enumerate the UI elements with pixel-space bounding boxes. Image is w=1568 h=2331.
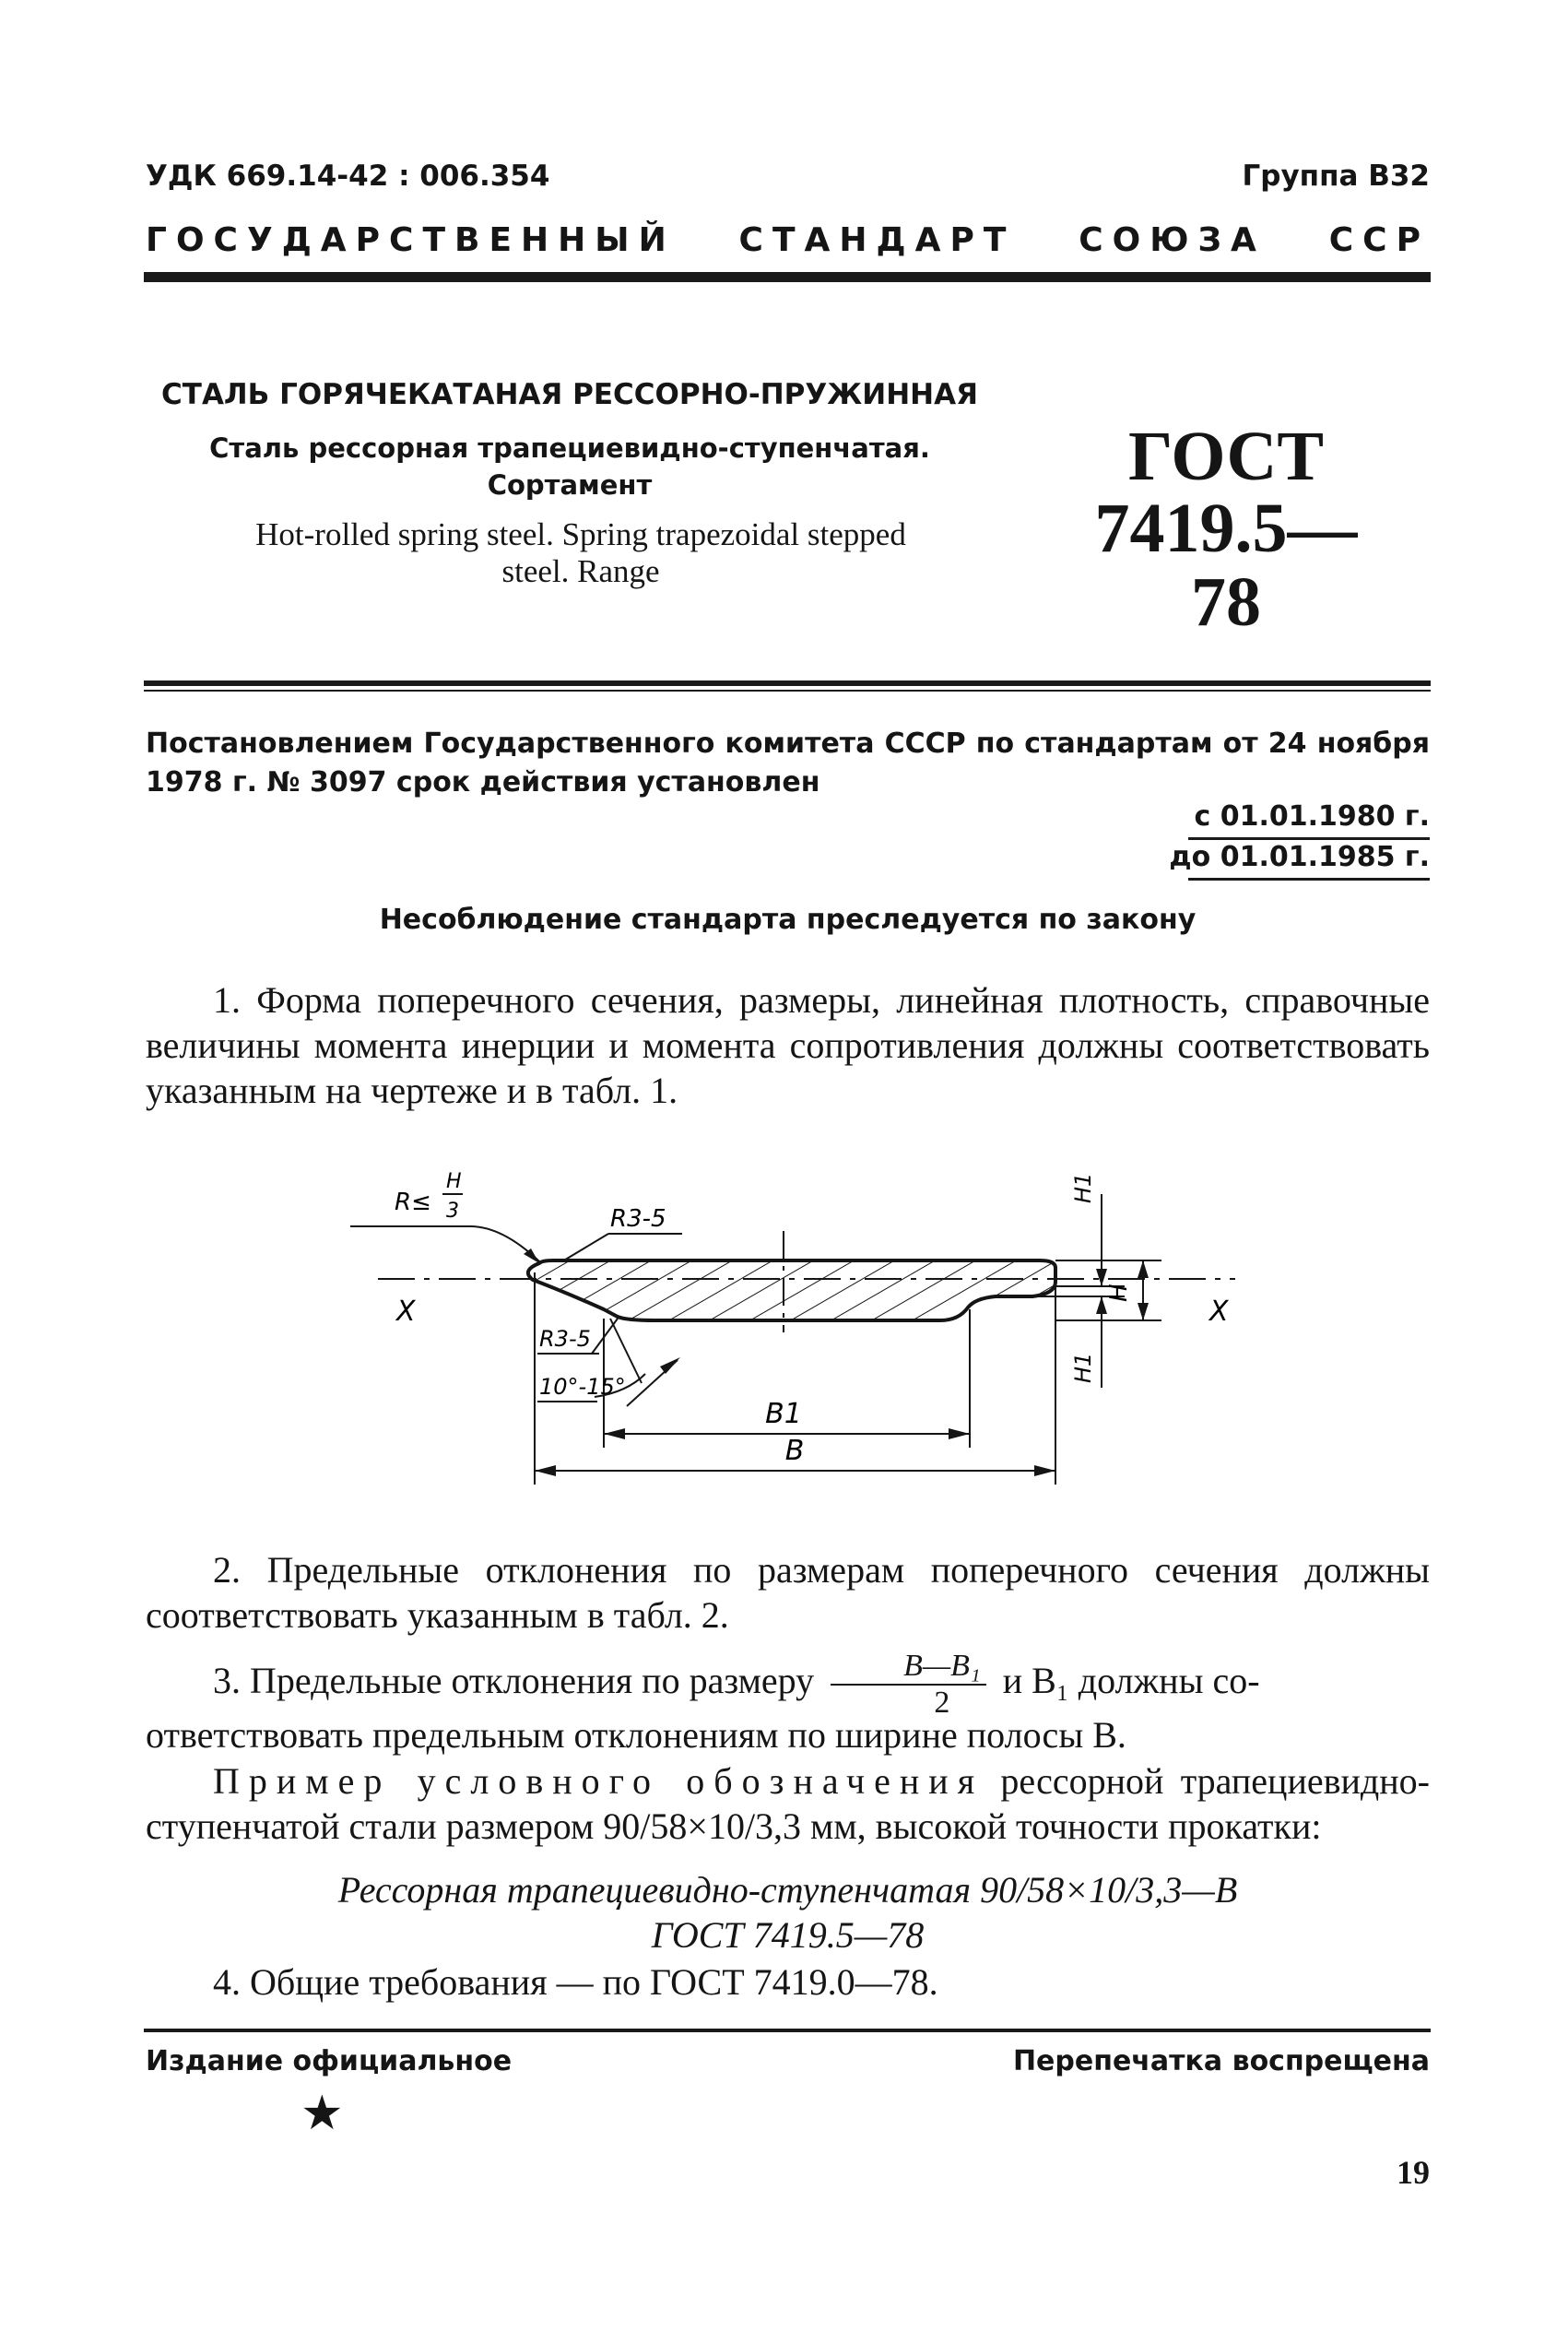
example-designation-line-2: ГОСТ 7419.5—78 [651,1914,925,1956]
label-r-frac-den: 3 [446,1200,459,1223]
udk-code: УДК 669.14-42 : 006.354 [146,160,550,193]
label-h1-bottom: H1 [1070,1352,1096,1383]
legal-warning: Несоблюдение стандарта преследуется по закону [379,904,1197,936]
header-divider [144,272,1431,282]
official-edition-note: Издание официальное [146,2045,513,2077]
label-x-right: X [1209,1296,1229,1328]
b-arrow-left [535,1465,556,1476]
paragraph-4: 4. Общие требования — по ГОСТ 7419.0—78. [213,1961,938,2003]
example-designation-line-1: Рессорная трапециевидно-ступенчатая 90/58×10/3,3—В [337,1869,1238,1911]
label-h: H [1105,1284,1133,1302]
label-b1: B1 [765,1398,802,1430]
banner-word-4: ССР [1328,221,1430,259]
title-divider-thin [144,690,1431,692]
paragraph-3-mid: и B₁ должны со- [1002,1660,1260,1702]
label-r-top: R3-5 [610,1205,666,1233]
example-designation [146,1867,1430,1958]
subtitle-ru-line-2: Сортамент [487,469,653,501]
fraction-denominator: 2 [934,1686,950,1720]
label-h1-top: H1 [1070,1172,1096,1203]
paragraph-3-end: ответствовать предельным отклонениям по ширине полосы В. [146,1714,1126,1756]
h-arrow-bottom [1138,1303,1149,1320]
leader-r-max [350,1226,539,1261]
paragraph-3 [146,1649,1430,1721]
b1-arrow-left [604,1428,625,1439]
example-lead: Пример условного обозначения [213,1760,984,1802]
banner-word-1: ГОСУДАРСТВЕННЫЙ [146,221,676,259]
group-code: Группа В32 [1242,160,1430,193]
page-number: 19 [1397,2154,1430,2191]
label-r-frac-num: H [446,1170,462,1193]
date-to: до 01.01.1985 г. [1169,841,1430,873]
footer-divider [144,2029,1431,2032]
subtitle-ru [146,430,994,503]
subtitle-ru-line-1: Сталь рессорная трапециевидно-ступенчатая. [209,432,930,464]
label-r-max: R≤ [395,1189,431,1216]
decree-text: Постановлением Государственного комитета СССР по стандартам от 24 ноября 1978 г. № 3097 срок действия установлен [146,728,1430,799]
b-arrow-right [1034,1465,1055,1476]
h1-top-arrow [1096,1269,1107,1286]
title-en [166,516,996,590]
fraction-b-minus-b1 [831,1649,986,1721]
gost-label: ГОСТ [1127,418,1325,495]
cross-section-drawing [350,1153,1291,1512]
example-rest: рессорной трапециевидно-ступенчатой стали размером 90/58×10/3,3 мм, высокой точности прокатки: [146,1760,1430,1847]
profile-shape [528,1260,1055,1320]
date-from: с 01.01.1980 г. [1194,800,1430,833]
banner-word-2: СТАНДАРТ [738,221,1016,259]
title-en-line-1: Hot-rolled spring steel. Spring trapezoidal stepped [255,516,906,552]
banner-word-3: СОЮЗА [1079,221,1266,259]
label-r-bottom: R3-5 [539,1326,591,1352]
label-b: B [784,1435,805,1467]
label-angle: 10°-15° [539,1374,626,1400]
star-icon: ★ [301,2088,344,2140]
b1-arrow-right [949,1428,970,1439]
leader-r-top [562,1234,608,1261]
date-to-underline [1188,878,1430,881]
angle-arrow-head [660,1357,680,1374]
gost-number: 7419.5—78 [1094,490,1358,641]
h-arrow-top [1138,1260,1149,1278]
label-x-left: X [396,1296,416,1328]
state-standard-banner [146,221,1430,259]
paragraph-1: 1. Форма поперечного сечения, размеры, линейная плотность, справочные величины момента инерции и момента сопротивления должны соответствовать указанным на чертеже и в табл. 1. [146,979,1430,1111]
date-from-underline [1188,837,1430,840]
fraction-numerator: B—B₁ [831,1649,986,1686]
title-divider [144,680,1431,686]
title-ru: СТАЛЬ ГОРЯЧЕКАТАНАЯ РЕССОРНО-ПРУЖИННАЯ [161,378,978,411]
paragraph-3-start: 3. Предельные отклонения по размеру [213,1660,815,1702]
example-paragraph [146,1758,1430,1849]
reprint-prohibited-note: Перепечатка воспрещена [1012,2045,1430,2077]
paragraph-2: 2. Предельные отклонения по размерам поперечного сечения должны соответствовать указанным в табл. 2. [146,1549,1430,1636]
title-en-line-2: steel. Range [501,553,660,589]
